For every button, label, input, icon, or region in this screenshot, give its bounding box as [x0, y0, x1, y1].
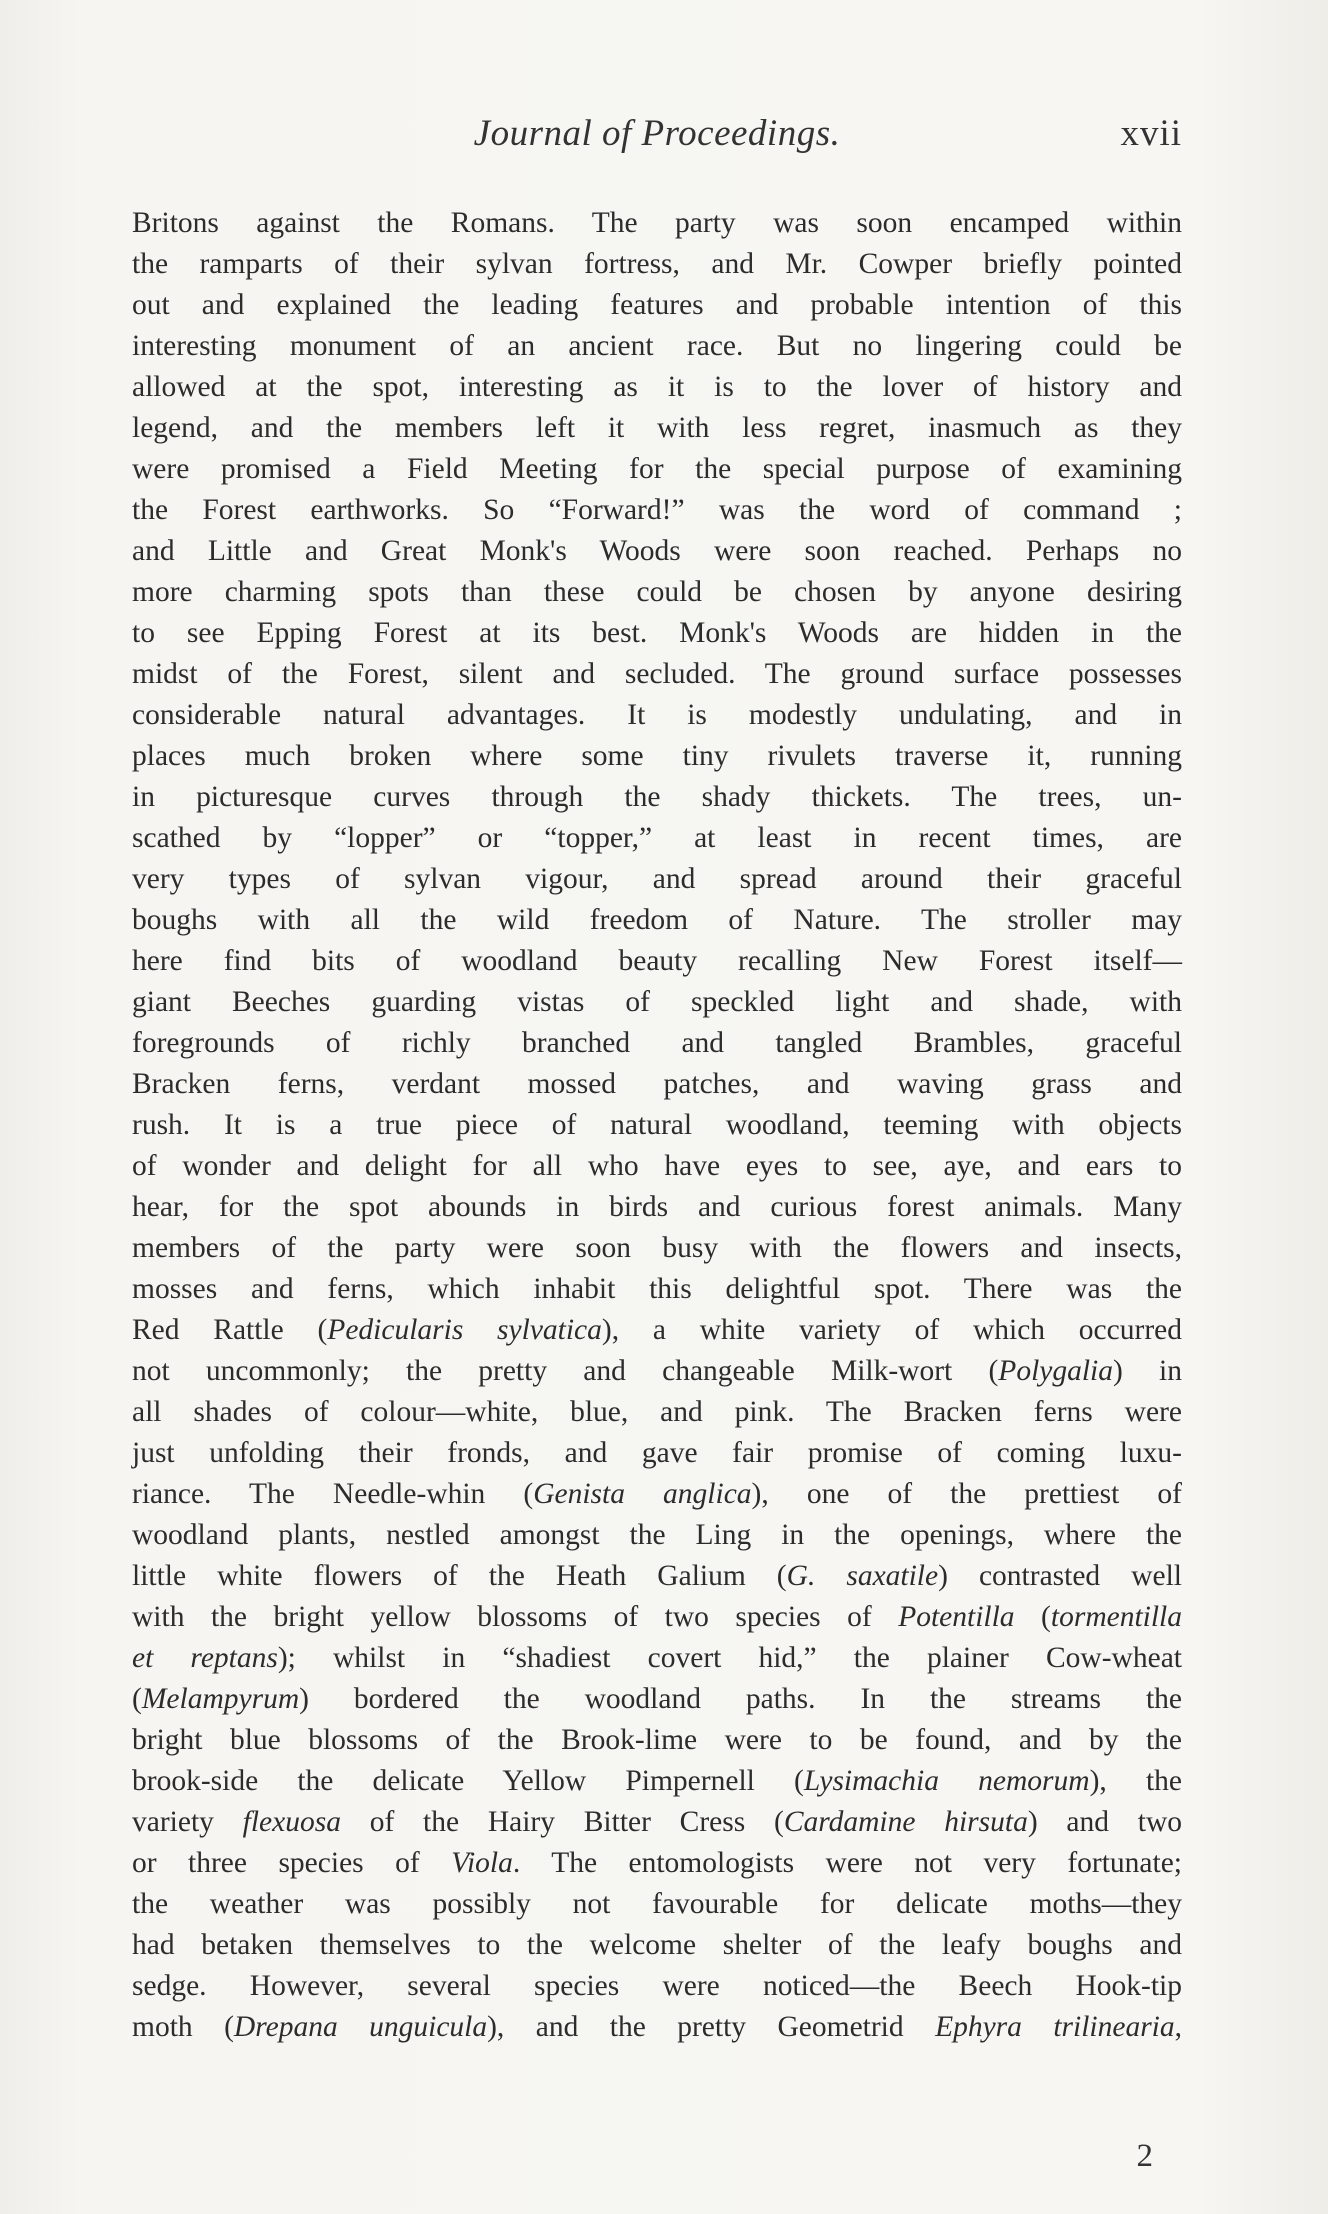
text-line: out and explained the leading features and probable intention of this — [132, 289, 1182, 321]
text-line: were promised a Field Meeting for the special purpose of examining — [132, 453, 1182, 485]
text-span: ), and the pretty Geometrid — [487, 2011, 936, 2043]
text-line: places much broken where some tiny rivulets traverse it, running — [132, 740, 1182, 772]
text-line — [132, 1679, 1182, 1720]
text-line: members of the party were soon busy with the flowers and insects, — [132, 1232, 1182, 1264]
text-line: Britons against the Romans. The party was soon encamped within — [132, 207, 1182, 239]
text-line: foregrounds of richly branched and tangled Brambles, graceful — [132, 1027, 1182, 1059]
signature-mark: 2 — [1136, 2138, 1153, 2174]
text-line: Bracken ferns, verdant mossed patches, and waving grass and — [132, 1068, 1182, 1100]
italic-span: Cardamine hirsuta — [783, 1806, 1028, 1838]
text-span: with the bright yellow blossoms of two species of — [132, 1601, 899, 1633]
text-line — [132, 1638, 1182, 1679]
text-span: of the Hairy Bitter Cress ( — [340, 1806, 784, 1838]
text-span: . The entomologists were not very fortunate; — [512, 1847, 1183, 1879]
text-line: of wonder and delight for all who have eyes to see, aye, and ears to — [132, 1150, 1182, 1182]
text-span: ) and two — [1027, 1806, 1182, 1838]
text-line — [132, 1556, 1182, 1597]
text-span: ) bordered the woodland paths. In the streams the — [299, 1683, 1182, 1715]
text-line: rush. It is a true piece of natural woodland, teeming with objects — [132, 1109, 1182, 1141]
text-line — [132, 1597, 1182, 1638]
body-text — [132, 203, 1182, 2048]
text-line: in picturesque curves through the shady thickets. The trees, un- — [132, 781, 1182, 813]
text-line — [132, 1310, 1182, 1351]
text-line — [132, 1761, 1182, 1802]
text-line: the Forest earthworks. So “Forward!” was the word of command ; — [132, 494, 1182, 526]
text-line: just unfolding their fronds, and gave fair promise of coming luxu- — [132, 1437, 1182, 1469]
text-line: the weather was possibly not favourable for delicate moths—they — [132, 1888, 1182, 1920]
text-line: giant Beeches guarding vistas of speckled light and shade, with — [132, 986, 1182, 1018]
italic-span: Lysimachia nemorum — [803, 1765, 1090, 1797]
italic-span: tormentilla — [1050, 1601, 1182, 1633]
text-line: scathed by “lopper” or “topper,” at least in recent times, are — [132, 822, 1182, 854]
text-line: bright blue blossoms of the Brook-lime were to be found, and by the — [132, 1724, 1182, 1756]
text-line: here find bits of woodland beauty recalling New Forest itself— — [132, 945, 1182, 977]
text-line — [132, 1843, 1182, 1884]
running-header — [132, 112, 1182, 162]
text-line: boughs with all the wild freedom of Nature. The stroller may — [132, 904, 1182, 936]
text-span: little white flowers of the Heath Galium ( — [132, 1560, 787, 1592]
text-span: brook-side the delicate Yellow Pimpernell ( — [132, 1765, 804, 1797]
text-line — [132, 2007, 1182, 2048]
text-span: or three species of — [132, 1847, 452, 1879]
text-line: sedge. However, several species were noticed—the Beech Hook-tip — [132, 1970, 1182, 2002]
text-line: and Little and Great Monk's Woods were soon reached. Perhaps no — [132, 535, 1182, 567]
text-line: allowed at the spot, interesting as it is to the lover of history and — [132, 371, 1182, 403]
text-span: moth ( — [132, 2011, 234, 2043]
text-line — [132, 1802, 1182, 1843]
italic-span: Genista anglica — [533, 1478, 752, 1510]
italic-span: Potentilla — [898, 1601, 1015, 1633]
text-line: had betaken themselves to the welcome shelter of the leafy boughs and — [132, 1929, 1182, 1961]
text-span: ) contrasted well — [938, 1560, 1183, 1592]
text-span: not uncommonly; the pretty and changeable Milk-wort ( — [132, 1355, 999, 1387]
text-span: ( — [1014, 1601, 1051, 1633]
italic-span: flexuosa — [242, 1806, 341, 1838]
text-line: interesting monument of an ancient race. But no lingering could be — [132, 330, 1182, 362]
text-span: variety — [132, 1806, 243, 1838]
italic-span: G. saxatile — [786, 1560, 939, 1592]
text-span: riance. The Needle-whin ( — [132, 1478, 534, 1510]
text-line: legend, and the members left it with less regret, inasmuch as they — [132, 412, 1182, 444]
italic-span: Ephyra trilinearia — [935, 2011, 1175, 2043]
text-line: midst of the Forest, silent and secluded. The ground surface possesses — [132, 658, 1182, 690]
text-span: ) in — [1113, 1355, 1182, 1387]
italic-span: Melampyrum — [141, 1683, 300, 1715]
text-line: hear, for the spot abounds in birds and curious forest animals. Many — [132, 1191, 1182, 1223]
text-line: woodland plants, nestled amongst the Ling in the openings, where the — [132, 1519, 1182, 1551]
text-line: all shades of colour—white, blue, and pink. The Bracken ferns were — [132, 1396, 1182, 1428]
page-number: xvii — [1120, 113, 1182, 154]
text-span: ( — [132, 1683, 142, 1715]
italic-span: Polygalia — [998, 1355, 1113, 1387]
text-span: Red Rattle ( — [132, 1314, 328, 1346]
text-line: mosses and ferns, which inhabit this delightful spot. There was the — [132, 1273, 1182, 1305]
text-span: ), the — [1089, 1765, 1182, 1797]
text-span: ), a white variety of which occurred — [601, 1314, 1182, 1346]
text-line: more charming spots than these could be chosen by anyone desiring — [132, 576, 1182, 608]
text-line — [132, 1351, 1182, 1392]
text-span: , — [1174, 2011, 1182, 2043]
text-line: the ramparts of their sylvan fortress, and Mr. Cowper briefly pointed — [132, 248, 1182, 280]
running-title: Journal of Proceedings. — [473, 113, 841, 154]
italic-span: Drepana unguicula — [233, 2011, 488, 2043]
text-line: very types of sylvan vigour, and spread around their graceful — [132, 863, 1182, 895]
italic-span: et reptans — [132, 1642, 278, 1674]
text-span: ); whilst in “shadiest covert hid,” the plainer Cow-wheat — [277, 1642, 1182, 1674]
italic-span: Pedicularis sylvatica — [327, 1314, 602, 1346]
italic-span: Viola — [451, 1847, 513, 1879]
text-line: considerable natural advantages. It is modestly undulating, and in — [132, 699, 1182, 731]
text-line: to see Epping Forest at its best. Monk's Woods are hidden in the — [132, 617, 1182, 649]
text-span: ), one of the prettiest of — [751, 1478, 1182, 1510]
text-line — [132, 1474, 1182, 1515]
